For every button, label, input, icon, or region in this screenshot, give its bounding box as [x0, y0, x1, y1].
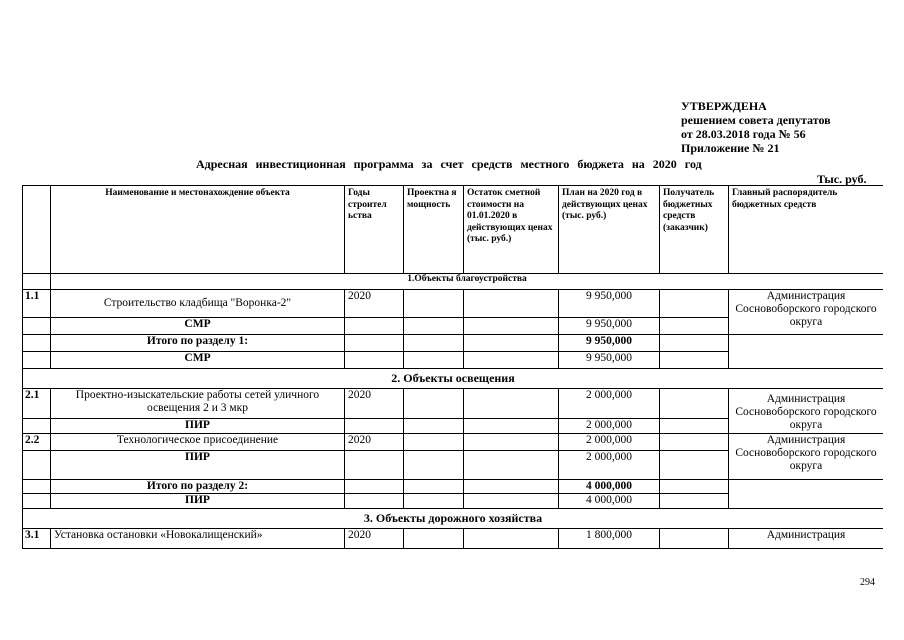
total-label: Итого по разделу 2:	[51, 480, 345, 494]
row-code	[23, 451, 51, 480]
row-remainder	[464, 434, 559, 451]
row-year: 2020	[345, 434, 404, 451]
row-name: СМР	[51, 352, 345, 369]
row-code	[23, 494, 51, 509]
row-plan: 9 950,000	[559, 318, 660, 335]
row-remainder	[464, 451, 559, 480]
section-code-cell	[23, 274, 51, 290]
approval-line-approved: УТВЕРЖДЕНА	[681, 99, 767, 113]
total-row	[23, 335, 884, 352]
section-row	[23, 369, 884, 389]
row-name: ПИР	[51, 451, 345, 480]
row-code	[23, 480, 51, 494]
investment-table-wrapper	[22, 185, 883, 554]
row-plan: 2 000,000	[559, 419, 660, 434]
row-recipient	[660, 529, 729, 549]
section-title-1: 1.Объекты благоустройства	[51, 274, 884, 290]
row-remainder	[464, 318, 559, 335]
row-manager: Администрация Сосновоборского городского округа	[729, 389, 884, 434]
row-name: ПИР	[51, 419, 345, 434]
header-name: Наименование и местонахождение объекта	[51, 186, 345, 274]
table-row	[23, 290, 884, 318]
row-recipient	[660, 318, 729, 335]
row-year: 2020	[345, 389, 404, 419]
row-name: Строительство кладбища "Воронка-2"	[51, 290, 345, 318]
approval-stamp	[681, 99, 831, 155]
row-remainder	[464, 335, 559, 352]
row-name: Проектно-изыскательские работы сетей уличного освещения 2 и 3 мкр	[51, 389, 345, 419]
table-row	[23, 529, 884, 549]
row-name: ПИР	[51, 494, 345, 509]
row-capacity	[404, 434, 464, 451]
row-year	[345, 494, 404, 509]
row-plan: 1 800,000	[559, 529, 660, 549]
row-year	[345, 335, 404, 352]
row-capacity	[404, 529, 464, 549]
row-year	[345, 352, 404, 369]
row-name: Установка остановки «Новокалищенский»	[51, 529, 345, 549]
row-code	[23, 318, 51, 335]
header-code	[23, 186, 51, 274]
row-code	[23, 352, 51, 369]
row-recipient	[660, 480, 729, 494]
row-code: 3.1	[23, 529, 51, 549]
row-remainder	[464, 352, 559, 369]
page-number: 294	[860, 577, 875, 588]
header-manager: Главный распорядитель бюджетных средств	[729, 186, 884, 274]
section-row	[23, 274, 884, 290]
approval-line-date: от 28.03.2018 года № 56	[681, 127, 806, 141]
row-name: Технологическое присоединение	[51, 434, 345, 451]
row-year	[345, 318, 404, 335]
row-capacity	[404, 318, 464, 335]
row-capacity	[404, 419, 464, 434]
total-label: Итого по разделу 1:	[51, 335, 345, 352]
section-row	[23, 509, 884, 529]
row-recipient	[660, 434, 729, 451]
row-plan: 2 000,000	[559, 434, 660, 451]
header-capacity: Проектна я мощность	[404, 186, 464, 274]
total-plan: 4 000,000	[559, 480, 660, 494]
row-capacity	[404, 290, 464, 318]
header-recipient: Получатель бюджетных средств (заказчик)	[660, 186, 729, 274]
row-recipient	[660, 352, 729, 369]
total-plan: 9 950,000	[559, 335, 660, 352]
row-year: 2020	[345, 529, 404, 549]
row-manager: Администрация	[729, 529, 884, 549]
table-header-row	[23, 186, 884, 274]
row-remainder	[464, 480, 559, 494]
row-code: 2.2	[23, 434, 51, 451]
row-plan: 2 000,000	[559, 451, 660, 480]
row-code	[23, 335, 51, 352]
units-label: Тыс. руб.	[817, 172, 867, 186]
row-manager: Администрация Сосновоборского городского округа	[729, 434, 884, 480]
row-recipient	[660, 389, 729, 419]
header-remainder: Остаток сметной стоимости на 01.01.2020 в действующих ценах (тыс. руб.)	[464, 186, 559, 274]
row-manager	[729, 335, 884, 369]
row-plan: 9 950,000	[559, 290, 660, 318]
row-capacity	[404, 494, 464, 509]
section-title-2: 2. Объекты освещения	[23, 369, 884, 389]
row-remainder	[464, 529, 559, 549]
row-recipient	[660, 451, 729, 480]
row-recipient	[660, 290, 729, 318]
row-year	[345, 419, 404, 434]
row-recipient	[660, 494, 729, 509]
approval-line-appendix: Приложение № 21	[681, 141, 780, 155]
investment-table	[22, 185, 883, 549]
total-row	[23, 480, 884, 494]
table-row	[23, 389, 884, 419]
row-remainder	[464, 419, 559, 434]
row-recipient	[660, 419, 729, 434]
row-plan: 2 000,000	[559, 389, 660, 419]
row-capacity	[404, 389, 464, 419]
row-code	[23, 419, 51, 434]
row-recipient	[660, 335, 729, 352]
row-capacity	[404, 335, 464, 352]
table-row	[23, 434, 884, 451]
row-code: 1.1	[23, 290, 51, 318]
approval-line-decision: решением совета депутатов	[681, 113, 831, 127]
row-name: СМР	[51, 318, 345, 335]
row-capacity	[404, 480, 464, 494]
row-manager	[729, 480, 884, 509]
row-code: 2.1	[23, 389, 51, 419]
row-remainder	[464, 290, 559, 318]
header-years: Годы строител ьства	[345, 186, 404, 274]
document-title: Адресная инвестиционная программа за счет средств местного бюджета на 2020 год	[196, 157, 702, 171]
row-year: 2020	[345, 290, 404, 318]
row-manager: Администрация Сосновоборского городского округа	[729, 290, 884, 335]
row-capacity	[404, 451, 464, 480]
row-remainder	[464, 389, 559, 419]
header-plan: План на 2020 год в действующих ценах (тыс. руб.)	[559, 186, 660, 274]
row-plan: 4 000,000	[559, 494, 660, 509]
section-title-3: 3. Объекты дорожного хозяйства	[23, 509, 884, 529]
row-capacity	[404, 352, 464, 369]
row-year	[345, 451, 404, 480]
row-plan: 9 950,000	[559, 352, 660, 369]
row-remainder	[464, 494, 559, 509]
row-year	[345, 480, 404, 494]
